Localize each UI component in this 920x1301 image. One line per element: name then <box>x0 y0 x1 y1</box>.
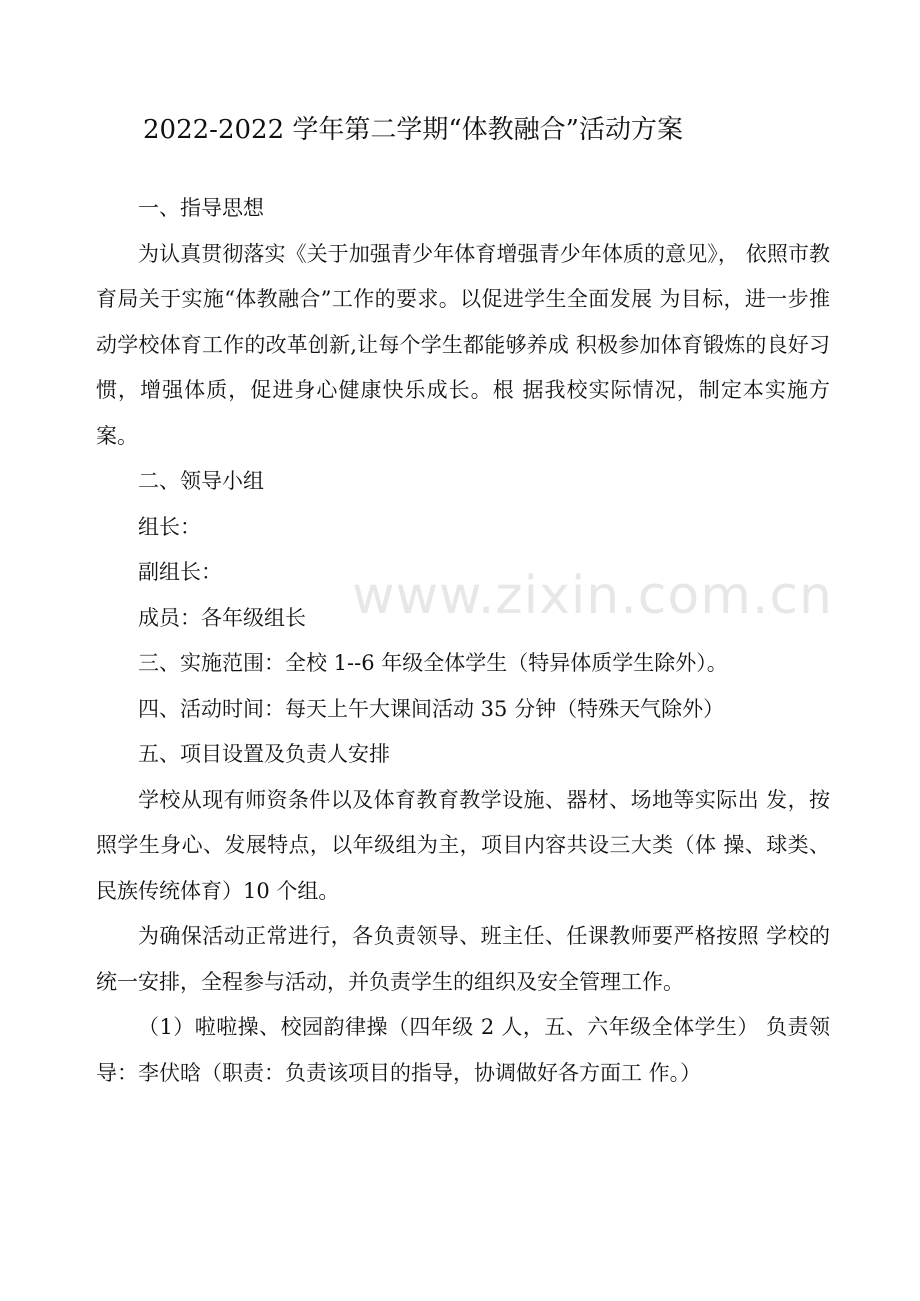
paragraph-guiding-ideology: 为认真贯彻落实《关于加强青少年体育增强青少年体质的意见》， 依照市教育局关于实施“体教融合”工作的要求。以促进学生全面发展 为目标，进一步推动学校体育工作的改革创新,让每个学生都能够养成 积极参加体育锻炼的良好习惯，增强体质，促进身心健康快乐成长。根 据我校实际情况，制定本实施方案。 <box>96 241 830 448</box>
scope-line: 三、实施范围：全校 1--6 年级全体学生（特异体质学生除外）。 <box>138 651 728 675</box>
members-line: 成员：各年级组长 <box>138 605 306 630</box>
paragraph-item-1: （1）啦啦操、校园韵律操（四年级 2 人，五、六年级全体学生） 负责领导：李伏晗（职责：负责该项目的指导，协调做好各方面工 作。） <box>96 1015 830 1085</box>
activity-time-line: 四、活动时间：每天上午大课间活动 35 分钟（特殊天气除外） <box>138 696 725 721</box>
paragraph-responsibilities: 为确保活动正常进行，各负责领导、班主任、任课教师要严格按照 学校的统一安排，全程参与活动，并负责学生的组织及安全管理工作。 <box>96 924 830 994</box>
document-body <box>96 186 830 1096</box>
document-title: 2022-2022 学年第二学期“体教融合”活动方案 <box>143 115 683 145</box>
section-heading-leadership-group: 二、领导小组 <box>138 469 264 493</box>
leader-line: 组长： <box>138 514 201 539</box>
paragraph-projects: 学校从现有师资条件以及体育教育教学设施、器材、场地等实际出 发，按照学生身心、发展特点，以年级组为主，项目内容共设三大类（体 操、球类、民族传统体育）10 个组。 <box>96 787 830 903</box>
watermark: www.zixin.com.cn <box>352 566 833 626</box>
deputy-leader-line: 副组长： <box>138 560 222 584</box>
section-heading-projects: 五、项目设置及负责人安排 <box>138 742 390 766</box>
section-heading-guiding-ideology: 一、指导思想 <box>138 196 264 220</box>
